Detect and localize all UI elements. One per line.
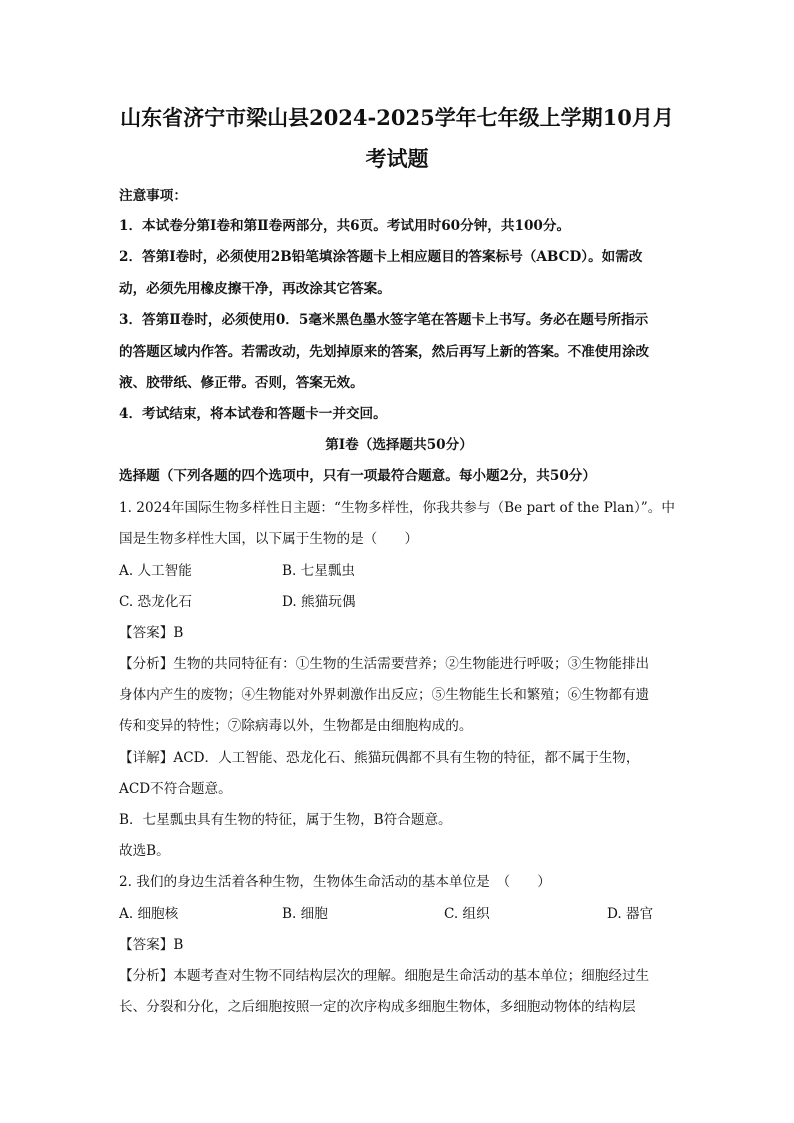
q1-option-d: D. 熊猫玩偶 [282, 594, 356, 610]
q1-analysis-line-3: 传和变异的特性；⑦除病毒以外，生物都是由细胞构成的。 [119, 718, 473, 734]
q2-option-c: C. 组织 [444, 906, 490, 922]
q2-option-d: D. 器官 [607, 906, 654, 922]
q2-analysis-line-1: 【分析】本题考查对生物不同结构层次的理解。细胞是生命活动的基本单位；细胞经过生 [119, 968, 650, 984]
notice-item-2-cont: 动，必须先用橡皮擦干净，再改涂其它答案。 [119, 281, 391, 297]
q2-analysis-line-2: 长、分裂和分化，之后细胞按照一定的次序构成多细胞生物体，多细胞动物体的结构层 [119, 999, 636, 1015]
q2-option-a: A. 细胞核 [119, 906, 179, 922]
notice-item-2: 2．答第Ⅰ卷时，必须使用2B铅笔填涂答题卡上相应题目的答案标号（ABCD）。如需改 [119, 249, 643, 265]
q1-option-b: B. 七星瓢虫 [282, 563, 356, 579]
notice-item-3: 3．答第Ⅱ卷时，必须使用0．5毫米黑色墨水签字笔在答题卡上书写。务必在题号所指示 [119, 312, 649, 328]
q1-option-a: A. 人工智能 [119, 563, 192, 579]
notice-item-3-cont-2: 液、胶带纸、修正带。否则，答案无效。 [119, 375, 364, 391]
q1-option-c: C. 恐龙化石 [119, 594, 192, 610]
notice-item-1: 1．本试卷分第Ⅰ卷和第Ⅱ卷两部分，共6页。考试用时60分钟，共100分。 [119, 218, 571, 234]
q1-stem-line-1: 1. 2024年国际生物多样性日主题：“生物多样性，你我共参与（Be part of the Plan）”。中 [119, 500, 675, 516]
section-title: 第Ⅰ卷（选择题共50分） [325, 437, 473, 453]
notice-item-4: 4．考试结束，将本试卷和答题卡一并交回。 [119, 406, 387, 422]
q2-stem: 2. 我们的身边生活着各种生物，生物体生命活动的基本单位是 （ ） [119, 874, 551, 890]
q2-option-b: B. 细胞 [282, 906, 328, 922]
notice-item-3-cont-1: 的答题区域内作答。若需改动，先划掉原来的答案，然后再写上新的答案。不准使用涂改 [119, 344, 650, 360]
q1-answer: 【答案】B [119, 625, 184, 641]
exam-title-line-1: 山东省济宁市梁山县2024-2025学年七年级上学期10月月 [120, 105, 674, 130]
q1-detail-line-2: ACD不符合题意。 [119, 781, 232, 797]
exam-title-line-2: 考试题 [365, 146, 429, 171]
q1-stem-line-2: 国是生物多样性大国，以下属于生物的是（ ） [119, 531, 419, 547]
notice-heading: 注意事项： [119, 188, 187, 204]
section-instruction: 选择题（下列各题的四个选项中，只有一项最符合题意。每小题2分，共50分） [119, 468, 596, 484]
q1-conclusion: 故选B。 [119, 843, 170, 859]
q1-detail-line-3: B．七星瓢虫具有生物的特征，属于生物，B符合题意。 [119, 812, 452, 828]
q1-analysis-line-1: 【分析】生物的共同特征有：①生物的生活需要营养；②生物能进行呼吸；③生物能排出 [119, 656, 650, 672]
q1-analysis-line-2: 身体内产生的废物；④生物能对外界刺激作出反应；⑤生物能生长和繁殖；⑥生物都有遗 [119, 687, 650, 703]
q1-detail-line-1: 【详解】ACD．人工智能、恐龙化石、熊猫玩偶都不具有生物的特征，都不属于生物， [119, 750, 640, 766]
q2-answer: 【答案】B [119, 937, 184, 953]
